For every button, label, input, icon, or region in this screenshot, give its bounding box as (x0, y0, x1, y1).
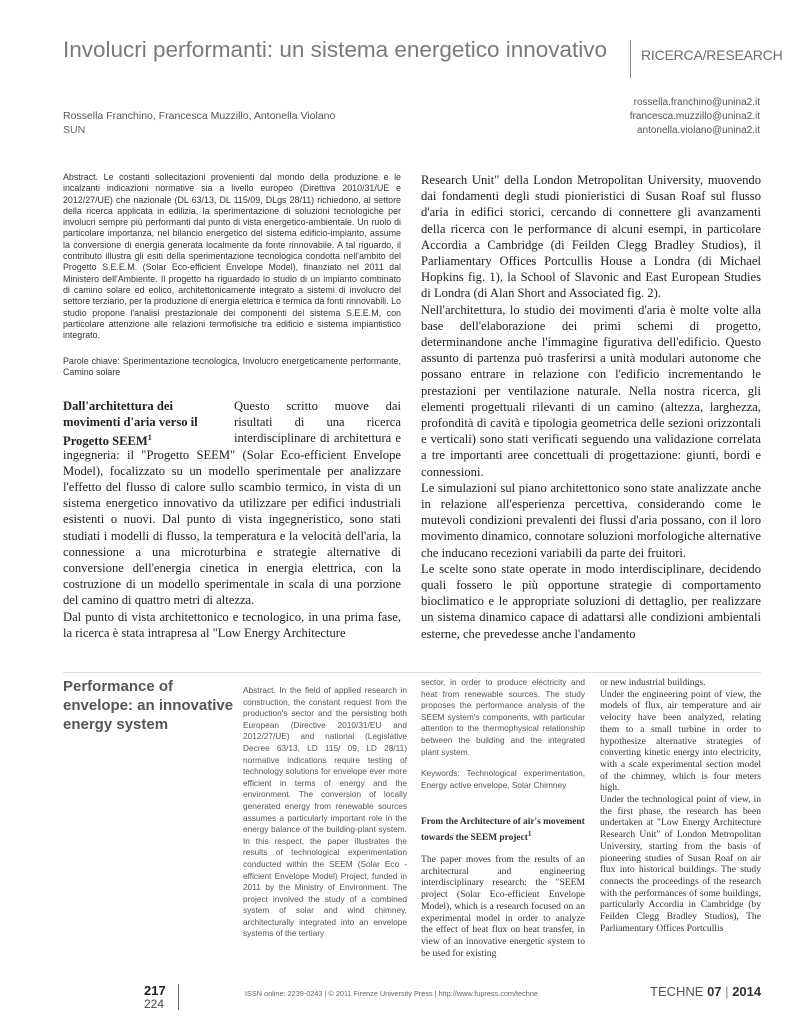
author-email[interactable]: francesca.muzzillo@unina2.it (629, 111, 760, 122)
keywords-text: Sperimentazione tecnologica, Involucro energeticamente performante, Camino solare (63, 356, 401, 378)
footnote-ref: 1 (147, 433, 152, 443)
keywords-text: Technological experimentation, Energy active envelope, Solar Chimney (421, 768, 585, 790)
header-divider (630, 40, 631, 78)
footnote-ref: 1 (527, 829, 532, 838)
footer-divider (178, 984, 179, 1010)
author-emails (600, 96, 760, 138)
body-paragraph: Research Unit" della London Metropolitan University, muovendo dai fondamenti degli studi pionieristici di Susan Roaf sul flusso d'aria in edifici storici, cercando di connettere gli avanzamenti della ricerca con le performance di alcuni esempi, in particolare Accordia a Cambridge (di Feilden Clegg Bradley Studios), il Parliamentary Offices Portcullis House a Londra (di Michael Hopkins fig. 1), la School of Slavonic and East European Studies di Londra (di Alan Short and Associated fig. 2). (421, 173, 761, 301)
keywords-label: Keywords: (421, 768, 460, 778)
english-title: Performance of envelope: an innovative energy system (63, 678, 234, 733)
body-paragraph: Nell'architettura, lo studio dei movimenti d'aria è molte volte alla base dell'elaborazione dei primi schemi di progetto, determinandone anche l'immagine figurativa dell'edificio. Questo assunto di partenza può trasferirsi a unità modulari autonome che possano entrare in relazione con l'edificio incrementando le prestazioni per ventilazione naturale. Nella nostra ricerca, gli elementi progettuali rilevanti di un camino (altezza, larghezza, profondità di cavità e tipologia geometrica delle sezioni orizzontali e verticali) sono stati verificati seguendo una validazione correlata a tre importanti aree concettuali di progettazione: giunti, bordi e connessioni. (421, 302, 761, 479)
english-section-heading-text: From the Architecture of air's movement towards the SEEM project (421, 817, 585, 843)
abstract-text: In the field of applied research in construction, the constant request from the production's sector and the persisting both European (Directive 2010/31/EU and 2012/27/UE) and national (Legislative Decree 63/13, LD 115/ 09, LD 28/11) normative indications require testing of technology solutions for envelope ever more efficient in terms of energy and the environment. The conversion of locally generated energy from renewable sources assumes a particularly important role in the energy balance of the building-plant system. In this respect, the paper illustrates the results of technological experimentation conducted within the SEEM (Solar Eco - efficient Envelope Model) Project, funded in 2011 by the Ministry of Environment. The project involved the study of a combined system of solar and wind chimney, architecturally integrated into an envelope systems of the tertiary (243, 685, 407, 939)
journal-separator: | (725, 984, 729, 999)
section-label: RICERCA/RESEARCH (641, 47, 783, 63)
issn-line[interactable]: ISSN online: 2239-0243 | © 2011 Firenze University Press | http://www.fupress.com/techne (245, 989, 538, 998)
body-column-1 (63, 398, 401, 641)
abstract-text: Le costanti sollecitazioni provenienti dal mondo della produzione e le incalzanti indicazioni normative sia a livello europeo (Direttiva 2010/31/UE e 2012/27/UE) che nazionale (DL 63/13, DL 115/09, DLgs 28/11) richiedono, al settore della ricerca applicata in edilizia, la sperimentazione di soluzioni tecnologiche per involucri sempre più performanti dal punto di vista energetico-ambientale. Un ruolo di particolare importanza, nel bilancio energetico del sistema edificio-impianto, assume la conversione di energia generata localmente da fonte rinnovabile. A tal riguardo, il contributo illustra gli esiti della sperimentazione tecnologica condotta nell'ambito del Progetto S.E.E.M. (Solar Eco-efficient Envelope Model), finanziato nel 2011 dal Ministero dell'Ambiente. Il progetto ha riguardado lo studio di un impianto combinato di camino solare ed eolico, architettonicamente integrato a sistemi di involucro del settore terziario, per la produzione di energia elettrica e termica da fonti rinnovabili. Lo studio propone l'analisi prestazionale dei componenti del sistema S.E.E.M, con particolare attenzione alle relazioni termofisiche tra edificio e sistema impiantistico integrato. (63, 172, 401, 341)
page-title: Involucri performanti: un sistema energetico innovativo (63, 37, 608, 62)
body-paragraph: Le simulazioni sul piano architettonico sono state analizzate anche in relazione all'esperienza percettiva, considerando come le mutevoli condizioni prevalenti dei flussi d'aria possano, con il loro movimento dinamico, connotare soluzioni morfologiche alternative che inducano recezioni variabili da parte dei fruitori. (421, 480, 761, 560)
english-abstract-continued: sector, in order to produce electricity and heat from renewable sources. The study proposes the performance analysis of the SEEM system's components, with particular attention to the thermophysical relationship between the building and the integrated plant system. (421, 677, 585, 757)
body-paragraph: Under the engineering point of view, the models of flux, air temperature and air velocity have been analyzed, relating them to a small turbine in order to hypothesize alternative strategies of converting kinetic energy into electricity, with a scale experimental section model of the chimney, which is four meters high. (600, 688, 761, 794)
abstract-label: Abstract. (243, 685, 276, 695)
english-body-column-3 (600, 677, 761, 934)
journal-info (650, 984, 761, 999)
body-paragraph: Le scelte sono state operate in modo interdisciplinare, decidendo quali fossero le più opportune strategie di comportamento bioclimatico e le appropriate soluzioni di dettaglio, per realizzare un sistema dinamico capace di adattarsi alle condizioni ambientali esterne, che prevedesse anche l'andamento (421, 561, 761, 641)
author-affiliation: SUN (63, 124, 86, 136)
page-number-original: 224 (144, 997, 165, 1011)
english-section-heading (421, 817, 585, 845)
author-email[interactable]: antonella.violano@unina2.it (636, 125, 760, 136)
keywords-label: Parole chiave: (63, 356, 120, 366)
section-heading-text: Dall'architettura dei movimenti d'aria verso il Progetto SEEM (63, 399, 198, 449)
abstract-label: Abstract. (63, 172, 99, 182)
english-abstract (243, 685, 407, 940)
english-keywords (421, 768, 585, 791)
english-section-rule (63, 672, 761, 673)
italian-keywords (63, 356, 401, 379)
author-email[interactable]: rossella.franchino@unina2.it (633, 97, 760, 108)
body-column-2 (421, 172, 761, 642)
journal-issue: 07 (707, 984, 722, 999)
author-names: Rossella Franchino, Francesca Muzzillo, Antonella Violano (63, 110, 336, 122)
body-paragraph: Dal punto di vista architettonico e tecnologico, in una prima fase, la ricerca è stata intrapresa al "Low Energy Architecture (63, 609, 401, 640)
body-paragraph: Questo scritto muove dai risultati di una ricerca interdisciplinare di architettura e ingegneria: il "Progetto SEEM" (Solar Eco-efficient Envelope Model), focalizzato su un modello sperimentale per analizzare l'effetto del flusso di calore sullo scambio termico, in vista di un sistema energetico innovativo da utilizzare per edifici industriali esistenti o nuovi. Dal punto di vista ingegneristico, sono stati studiati i modelli di flusso, la temperatura e la velocità dell'aria, la connessione a una microturbina e strategie alternative di conversione dell'energia cinetica in energia elettrica, con la costruzione di un modello sperimentale in scala di una porzione del camino di quattro metri di altezza. (63, 399, 401, 608)
body-paragraph: Under the technological point of view, in the first phase, the research has been undertaken at "Low Energy Architecture Research Unit" of London Metropolitan University, starting from the basis of pioneering studies of Susan Roaf on air flux into historical buildings. The study connects the proceedings of the research with the performances of some buildings, particularly Accordia in Cambridge (by Feilden Clegg Bradley Studios), The Parliamentary Offices Portcullis (600, 794, 761, 934)
journal-year: 2014 (732, 984, 762, 999)
journal-name: TECHNE (650, 984, 704, 999)
italian-abstract (63, 172, 401, 341)
body-paragraph: or new industrial buildings. (600, 677, 706, 688)
english-body-column-2: The paper moves from the results of an architectural and engineering interdisciplinary research: the "SEEM project (Solar Eco-efficient Envelope Model), which is a research focused on an experimental model in order to analyze the effect of heat flux on heat transfer, in view of an innovative energetic system to be used for existing (421, 854, 585, 959)
page-number: 217 (144, 983, 166, 998)
